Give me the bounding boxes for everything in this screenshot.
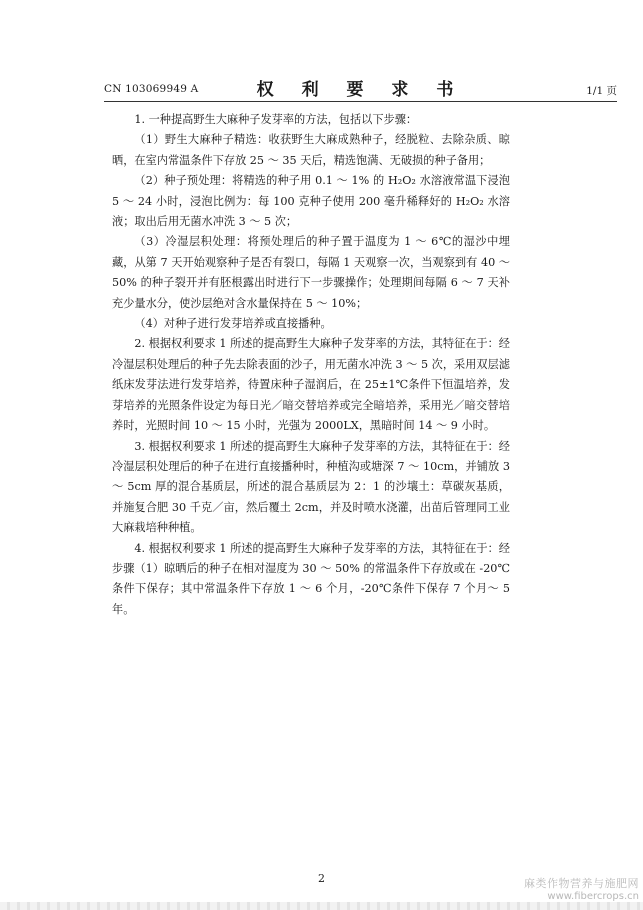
doc-number: CN 103069949 A (104, 83, 199, 95)
site-watermark (524, 875, 639, 902)
bottom-strip (0, 902, 643, 910)
claim-1-step-1: （1）野生大麻种子精选：收获野生大麻成熟种子，经脱粒、去除杂质、晾晒，在室内常温条件下存放 25 ～ 35 天后，精选饱满、无破损的种子备用； (112, 133, 510, 167)
page-label: 1/1 页 (586, 85, 617, 97)
claim-1-step-3: （3）冷湿层积处理：将预处理后的种子置于温度为 1 ～ 6℃的湿沙中埋藏，从第 7 天开始观察种子是否有裂口，每隔 1 天观察一次，当观察到有 40 ～ 50% 的种子裂开并有胚根露出时进行下一步骤操作；处理期间每隔 6 ～ 7 天补充少量水分，使沙层绝对含水量保持在 5 ～ 10%； (112, 235, 510, 310)
claim-4: 4. 根据权利要求 1 所述的提高野生大麻种子发芽率的方法，其特征在于：经步骤（1）晾晒后的种子在相对湿度为 30 ～ 50% 的常温条件下存放或在 -20℃条件下保存；其中常温条件下存放 1 ～ 6 个月，-20℃条件下保存 7 个月～ 5 年。 (112, 541, 510, 616)
claim-2: 2. 根据权利要求 1 所述的提高野生大麻种子发芽率的方法，其特征在于：经冷湿层积处理后的种子先去除表面的沙子，用无菌水冲洗 3 ～ 5 次，采用双层滤纸床发芽法进行发芽培养，待置床种子湿润后，在 25±1℃条件下恒温培养，发芽培养的光照条件设定为每日光／暗交替培养或完全暗培养，采用光／暗交替培养时，光照时间 10 ～ 15 小时，光强为 2000LX，黑暗时间 14 ～ 9 小时。 (112, 337, 510, 433)
claim-1-step-4: （4）对种子进行发芽培养或直接播种。 (134, 317, 332, 331)
page-number: 2 (318, 872, 325, 885)
watermark-text: 麻类作物营养与施肥网 (524, 877, 639, 890)
claim-1-step-2: （2）种子预处理：将精选的种子用 0.1 ～ 1% 的 H₂O₂ 水溶液常温下浸泡 5 ～ 24 小时，浸泡比例为：每 100 克种子使用 200 毫升稀释好的 H₂O₂ 水溶液；取出后用无菌水冲洗 3 ～ 5 次； (112, 174, 510, 229)
claim-3: 3. 根据权利要求 1 所述的提高野生大麻种子发芽率的方法，其特征在于：经冷湿层积处理后的种子在进行直接播种时，种植沟或塘深 7 ～ 10cm，并铺放 3 ～ 5cm 厚的混合基质层，所述的混合基质层为 2：1 的沙壤土：草碳灰基质，并施复合肥 30 千克／亩，然后覆土 2cm，并及时喷水浇灌，出苗后管理同工业大麻栽培种种植。 (112, 439, 510, 535)
claims-body (112, 110, 510, 620)
claim-1-intro: 1. 一种提高野生大麻种子发芽率的方法，包括以下步骤： (134, 113, 418, 126)
page-title: 权 利 要 求 书 (256, 80, 465, 100)
page-header (104, 73, 617, 101)
header-rule (104, 101, 617, 102)
watermark-url: www.fibercrops.cn (547, 891, 639, 902)
